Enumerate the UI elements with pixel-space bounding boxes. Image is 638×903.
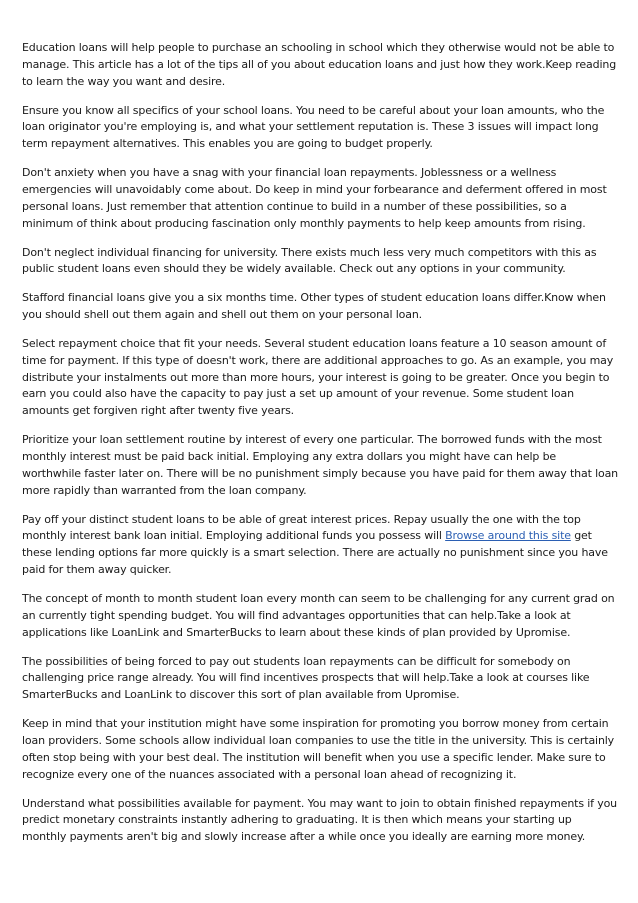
paragraph-11: Keep in mind that your institution might have some inspiration for promoting you borrow money from certain loan providers. Some schools allow individual loan companies to use the title in the university. This is certainly often stop being with your best deal. The institution will benefit when you use a specific lender. Make sure to recognize every one of the nuances associated with a personal loan ahead of recognizing it. xyxy=(22,717,615,781)
paragraph-12: Understand what possibilities available for payment. You may want to join to obtain finished repayments if you predict monetary constraints instantly adhering to graduating. It is then which means your starting up monthly payments aren't big and slowly increase after a while once you ideally are earning more money. xyxy=(22,796,617,844)
paragraph-9: The concept of month to month student loan every month can seem to be challenging for any current grad on an currently tight spending budget. You will find advantages opportunities that can help.Take a look at applications like LoanLink and SmarterBucks to learn about these kinds of plan provided by Upromise. xyxy=(22,592,615,639)
article-body xyxy=(22,40,618,858)
paragraph-6: Select repayment choice that fit your needs. Several student education loans feature a 10 season amount of time for payment. If this type of doesn't work, there are additional approaches to go. As an example, you may distribute your instalments out more than more hours, your interest is going to be greater. Once you begin to earn you could also have the capacity to pay just a set up amount of your revenue. Some student loan amounts get forgiven right after twenty five years. xyxy=(22,337,614,418)
paragraph-2: Ensure you know all specifics of your school loans. You need to be careful about your loan amounts, who the loan originator you're employing is, and what your settlement reputation is. These 3 issues will impact long term repayment alternatives. This enables you are going to budget properly. xyxy=(22,103,605,151)
paragraph-5: Stafford financial loans give you a six months time. Other types of student education loans differ.Know when you should shell out them again and shell out them on your personal loan. xyxy=(22,291,606,322)
paragraph-1: Education loans will help people to purchase an schooling in school which they otherwise would not be able to manage. This article has a lot of the tips all of you about education loans and just how they work.Keep reading to learn the way you want and desire. xyxy=(22,41,617,88)
paragraph-3: Don't anxiety when you have a snag with your financial loan repayments. Joblessness or a wellness emergencies will unavoidably come about. Do keep in mind your forbearance and deferment offered in most personal loans. Just remember that attention continue to build in a number of these possibilities, so a minimum of think about producing fascination only monthly payments to help keep amounts from rising. xyxy=(22,166,607,230)
paragraph-8-before: Pay off your distinct student loans to be able of great interest prices. Repay usually the one with the top monthly interest bank loan initial. Employing additional funds you possess will xyxy=(22,512,581,543)
paragraph-8 xyxy=(22,512,618,579)
paragraph-8-after: get these lending options far more quickly is a smart selection. There are actually no punishment since you have paid for them away quicker. xyxy=(22,529,608,577)
paragraph-10: The possibilities of being forced to pay out students loan repayments can be difficult for somebody on challenging price range already. You will find incentives prospects that will help.Take a look at courses like SmarterBucks and LoanLink to discover this sort of plan available from Upromise. xyxy=(22,654,590,702)
paragraph-7: Prioritize your loan settlement routine by interest of every one particular. The borrowed funds with the most monthly interest must be paid back initial. Employing any extra dollars you might have can help be worthwhile faster later on. There will be no punishment simply because you have paid for them away that loan more rapidly than warranted from the loan company. xyxy=(22,433,618,497)
browse-site-link[interactable]: Browse around this site xyxy=(445,529,571,543)
paragraph-4: Don't neglect individual financing for university. There exists much less very much competitors with this as public student loans even should they be widely available. Check out any options in your community. xyxy=(22,245,597,276)
